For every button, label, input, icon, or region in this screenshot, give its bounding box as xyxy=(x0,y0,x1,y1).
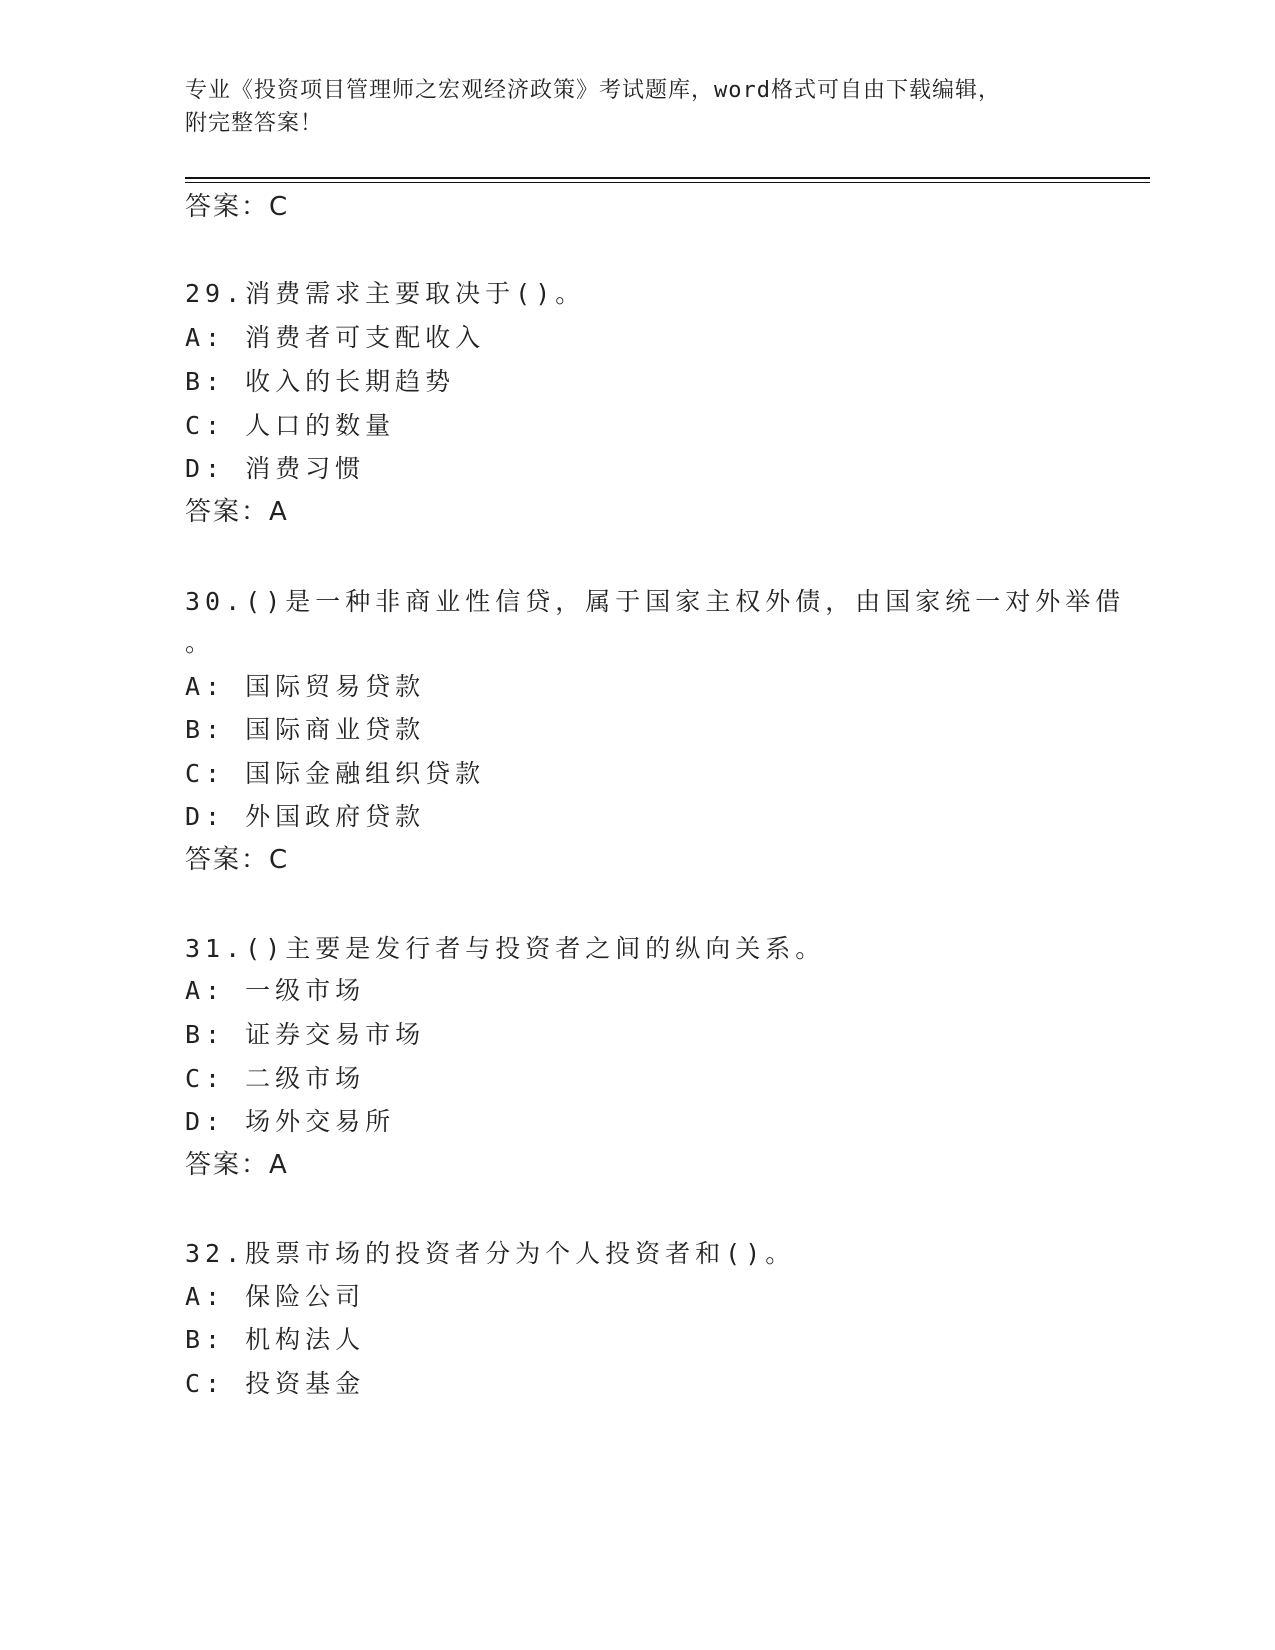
question-32-option-a: A: 保险公司 xyxy=(185,1282,366,1311)
question-30-stem-continued: 。 xyxy=(185,628,216,657)
question-32-option-b: B: 机构法人 xyxy=(185,1325,366,1354)
question-29-option-a: A: 消费者可支配收入 xyxy=(185,323,486,352)
question-30-answer: 答案：C xyxy=(185,845,290,875)
question-30-option-c: C: 国际金融组织贷款 xyxy=(185,759,486,788)
question-29-option-b: B: 收入的长期趋势 xyxy=(185,367,456,396)
question-31-option-b: B: 证券交易市场 xyxy=(185,1020,426,1049)
previous-answer: 答案：C xyxy=(185,192,290,222)
question-32-stem: 32.股票市场的投资者分为个人投资者和()。 xyxy=(185,1239,796,1268)
question-30-option-d: D: 外国政府贷款 xyxy=(185,802,426,831)
question-29-option-d: D: 消费习惯 xyxy=(185,454,366,483)
question-30-option-a: A: 国际贸易贷款 xyxy=(185,672,426,701)
question-29-answer: 答案：A xyxy=(185,497,289,527)
header-line-2: 附完整答案！ xyxy=(185,111,324,136)
question-30-stem: 30.()是一种非商业性信贷，属于国家主权外债，由国家统一对外举借 xyxy=(185,587,1126,616)
header-rule-thick xyxy=(185,177,1150,179)
document-header xyxy=(185,74,1085,140)
question-31-option-d: D: 场外交易所 xyxy=(185,1107,396,1136)
question-29-option-c: C: 人口的数量 xyxy=(185,411,396,440)
header-rule-thin xyxy=(185,182,1150,183)
question-32-option-c: C: 投资基金 xyxy=(185,1369,366,1398)
question-31-option-a: A: 一级市场 xyxy=(185,976,366,1005)
question-31-answer: 答案：A xyxy=(185,1150,289,1180)
question-31-option-c: C: 二级市场 xyxy=(185,1064,366,1093)
question-31-stem: 31.()主要是发行者与投资者之间的纵向关系。 xyxy=(185,934,826,963)
question-30-option-b: B: 国际商业贷款 xyxy=(185,715,426,744)
header-line-1: 专业《投资项目管理师之宏观经济政策》考试题库，word格式可自由下载编辑， xyxy=(185,78,1001,103)
question-29-stem: 29.消费需求主要取决于()。 xyxy=(185,279,586,308)
